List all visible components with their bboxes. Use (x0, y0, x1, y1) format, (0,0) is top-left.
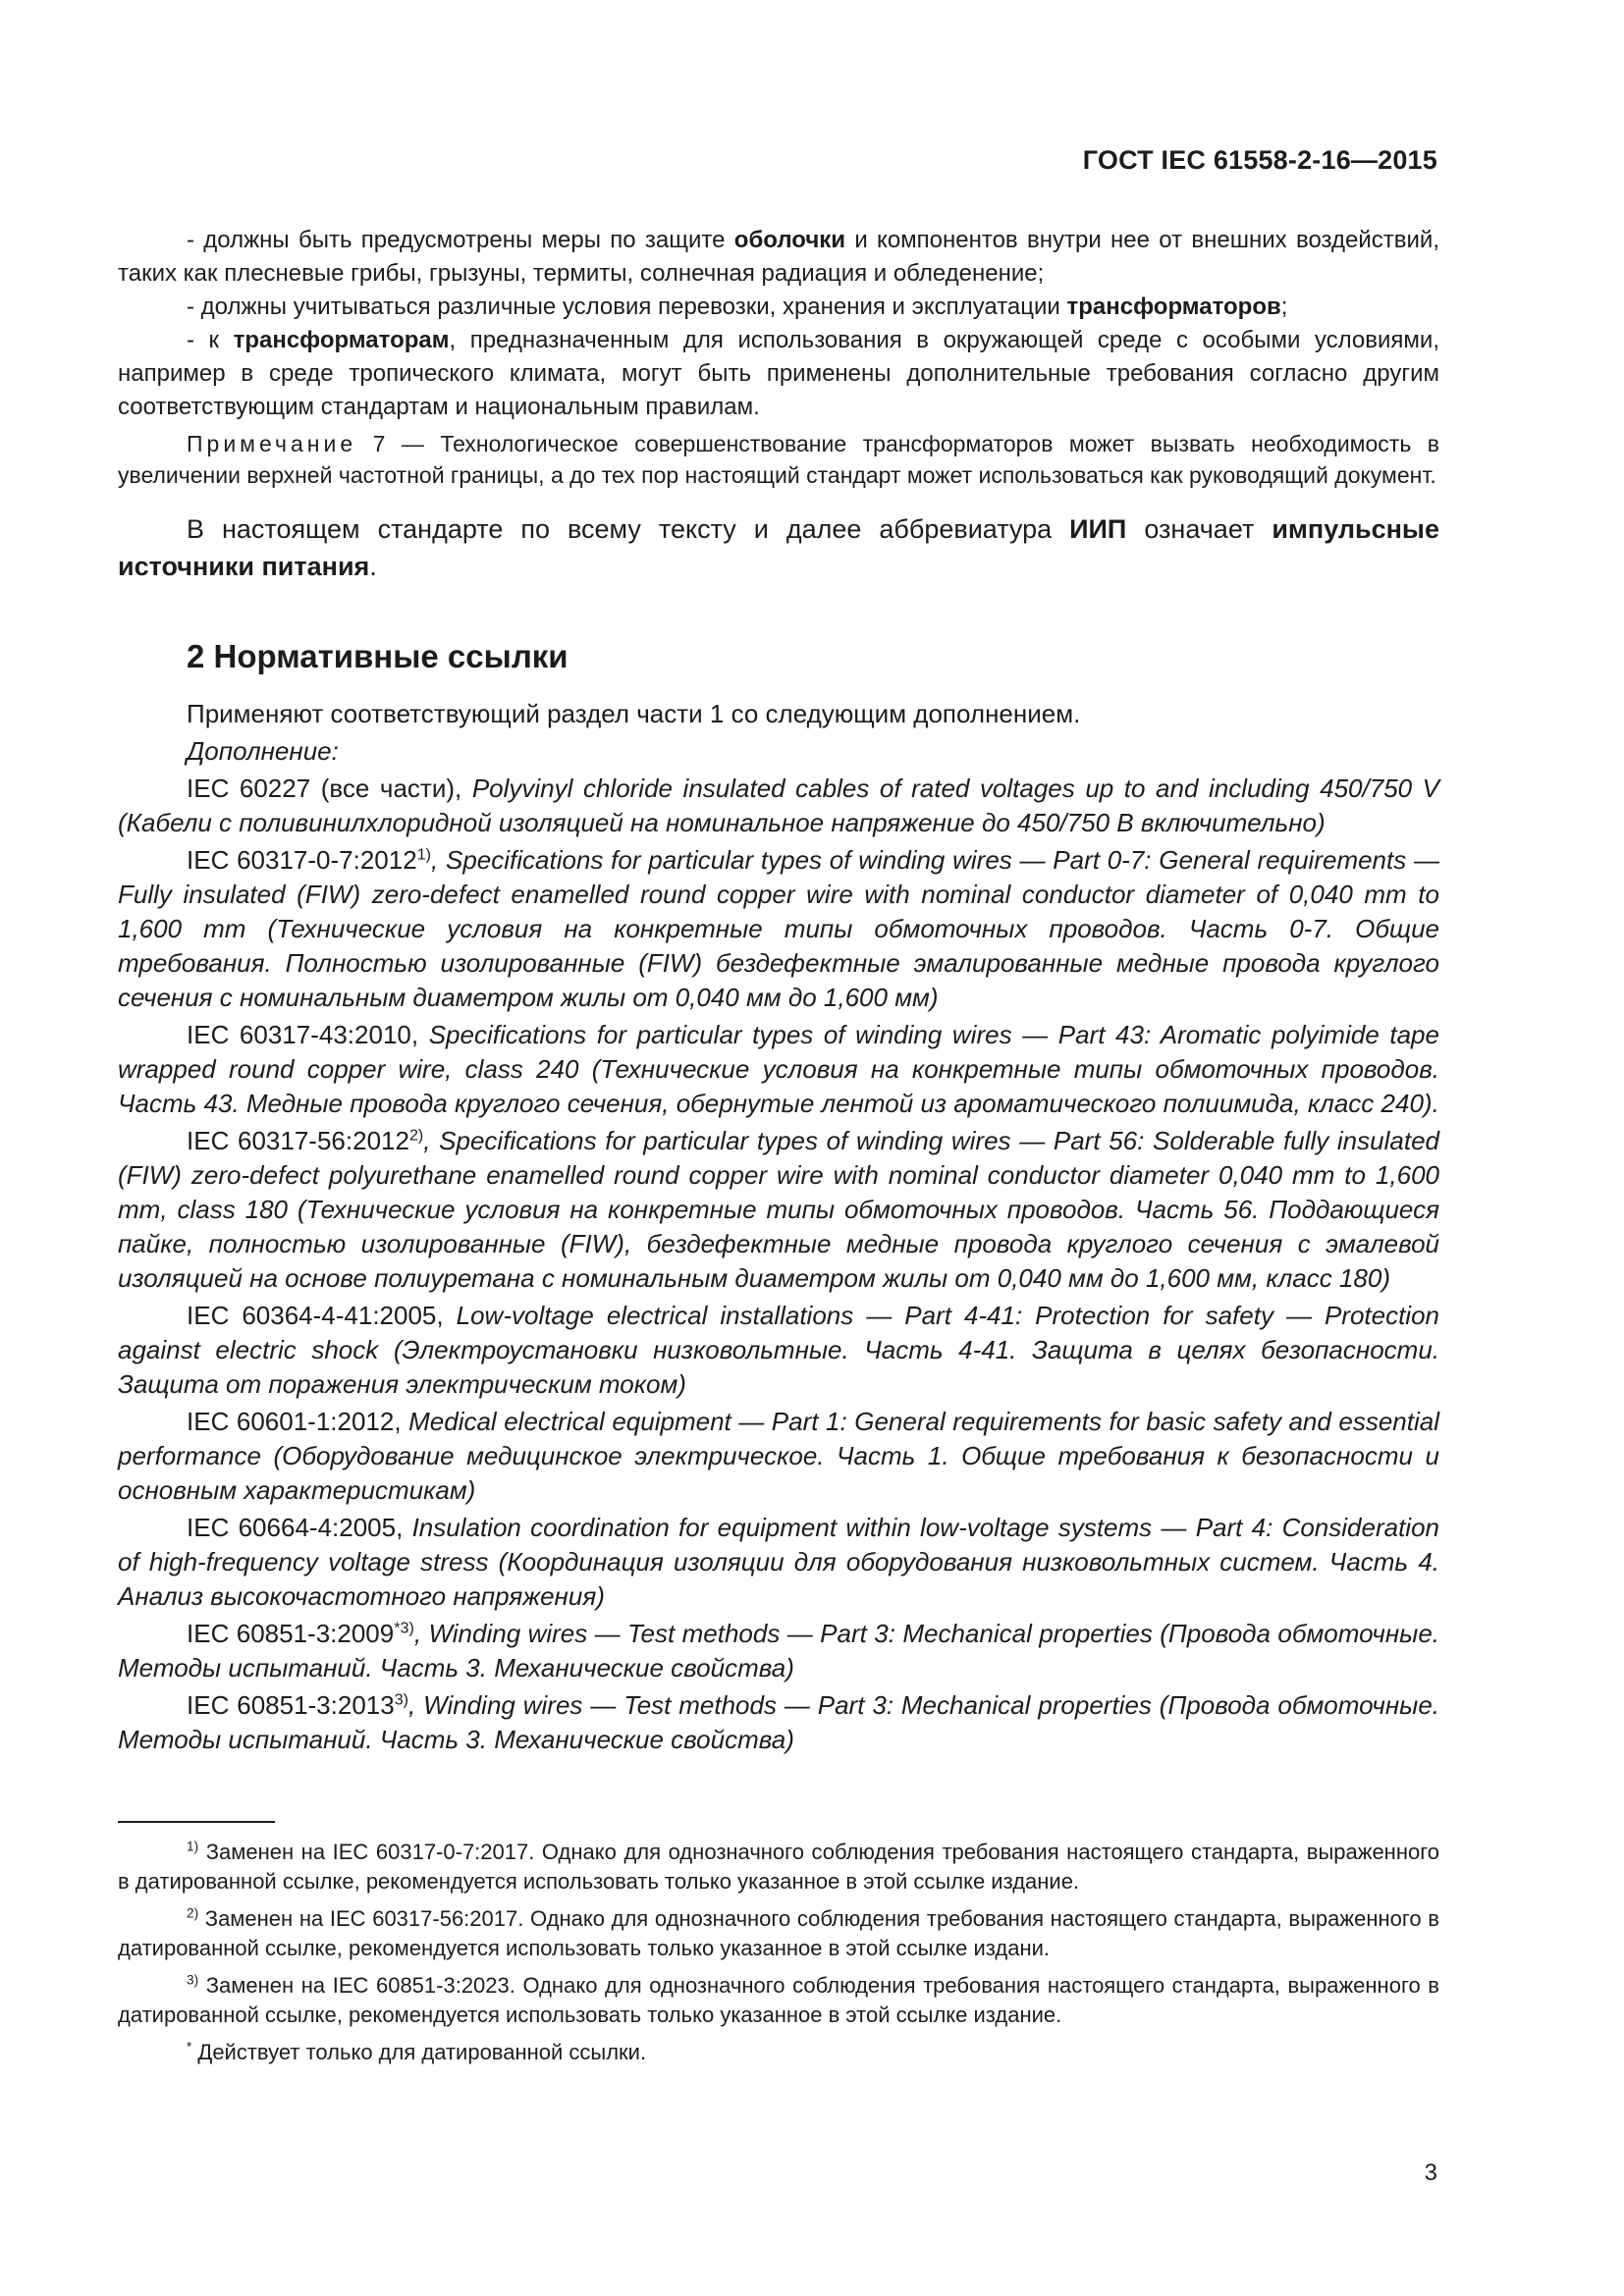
reference-item: IEC 60317-56:2012$^{2)}$, Specifications for particular types of winding wires — Part 56: Solderable fully insulated (FIW) zero-defect polyurethane enamelled round copper wire with nominal conductor diameter 0,040 mm to 1,600 mm, class 180 (Технические условия на конкретные типы обмоточных проводов. Часть 56. Поддающиеся пайке, полностью изолированные (FIW), бездефектные медные провода круглого сечения с эмалевой изоляцией на основе полиуретана с номинальным диаметром жилы от 0,040 мм до 1,600 мм, класс 180) (118, 1126, 1439, 1293)
document-id-header: ГОСТ IEC 61558-2-16—2015 (1082, 145, 1437, 175)
section-title: 2 Нормативные ссылки (187, 638, 568, 674)
footnote-mark: 2) (187, 1905, 199, 1921)
reference-item: IEC 60664-4:2005, Insulation coordination for equipment within low-voltage systems — Part 4: Consideration of high-frequency voltage stress (Координация изоляции для оборудования низковольтных систем. Часть 4. Анализ высокочастотного напряжения) (118, 1513, 1440, 1611)
reference-item: IEC 60227 (все части), Polyvinyl chloride insulated cables of rated voltages up to and including 450/750 V (Кабели с поливинилхлоридной изоляцией на номинальное напряжение до 450/750 В включительно) (118, 774, 1440, 837)
footnotes (118, 1838, 1439, 2067)
note-text: 7 — Технологическое совершенствование трансформаторов может вызвать необходимость в увеличении верхней частотной границы, а до тех пор настоящий стандарт может использоваться как руководящий документ. (118, 431, 1439, 488)
reference-item: IEC 60851-3:2009$^{*3)}$, Winding wires — Test methods — Part 3: Mechanical properties (Провода обмоточные. Методы испытаний. Часть 3. Механические свойства) (118, 1619, 1439, 1682)
list-item: - к трансформаторам, предназначенным для использования в окружающей среде с особыми условиями, например в среде тропического климата, могут быть применены дополнительные требования согласно другим соответствующим стандартам и национальным правилам. (118, 327, 1439, 420)
footnote: * Действует только для датированной ссылки. (187, 2039, 647, 2064)
footnote-ref: 3) (394, 1690, 409, 1709)
addition-label: Дополнение: (187, 736, 339, 766)
list-item: - должны быть предусмотрены меры по защите оболочки и компонентов внутри нее от внешних воздействий, таких как плесневые грибы, грызуны, термиты, солнечная радиация и обледенение; (118, 227, 1439, 287)
note-paragraph (118, 428, 1439, 491)
footnote-mark: 3) (187, 1972, 199, 1988)
note-label: Примечание (187, 431, 357, 456)
intro-block (118, 224, 1439, 585)
reference-item: IEC 60317-43:2010, Specifications for particular types of winding wires — Part 43: Aromatic polyimide tape wrapped round copper wire, class 240 (Технические условия на конкретные типы обмоточных проводов. Часть 43. Медные провода круглого сечения, обернутые лентой из ароматического полиимида, класс 240). (118, 1020, 1439, 1118)
footnote: $^{1)}$ Заменен на IEC 60317-0-7:2017. Однако для однозначного соблюдения требования настоящего стандарта, выраженного в датированной ссылке, рекомендуется использовать только указанное в этой ссылке издание. (118, 1839, 1439, 1894)
reference-item: IEC 60317-0-7:2012$^{1)}$, Specifications for particular types of winding wires — Part 0-7: General requirements — Fully insulated (FIW) zero-defect enamelled round copper wire with nominal conductor diameter of 0,040 mm to 1,600 mm (Технические условия на конкретные типы обмоточных проводов. Часть 0-7. Общие требования. Полностью изолированные (FIW) бездефектные эмалированные медные провода круглого сечения с номинальным диаметром жилы от 0,040 мм до 1,600 мм) (118, 845, 1439, 1012)
section-lead: Применяют соответствующий раздел части 1 со следующим дополнением. (187, 699, 1081, 728)
reference-item: IEC 60601-1:2012, Medical electrical equipment — Part 1: General requirements for basic safety and essential performance (Оборудование медицинское электрическое. Часть 1. Общие требования к безопасности и основным характеристикам) (118, 1407, 1439, 1505)
reference-item: IEC 60364-4-41:2005, Low-voltage electrical installations — Part 4-41: Protection for safety — Protection against electric shock (Электроустановки низковольтные. Часть 4-41. Защита в целях безопасности. Защита от поражения электрическим током) (118, 1301, 1440, 1399)
footnote-divider (118, 1821, 275, 1823)
footnote-mark: 1) (187, 1839, 199, 1854)
list-item: - должны учитываться различные условия перевозки, хранения и эксплуатации трансформаторов; (187, 294, 1288, 320)
abbreviation-paragraph: В настоящем стандарте по всему тексту и далее аббревиатура ИИП означает импульсные источники питания. (118, 514, 1440, 581)
footnote: $^{2)}$ Заменен на IEC 60317-56:2017. Однако для однозначного соблюдения требования настоящего стандарта, выраженного в датированной ссылке, рекомендуется использовать только указанное в этой ссылке издани. (118, 1905, 1439, 1960)
footnote-ref: 1) (416, 845, 432, 864)
footnote-ref: *3) (394, 1619, 414, 1637)
footnote-ref: 2) (408, 1126, 424, 1145)
normative-references (118, 697, 1439, 1760)
reference-item: IEC 60851-3:2013$^{3)}$, Winding wires — Test methods — Part 3: Mechanical properties (Провода обмоточные. Методы испытаний. Часть 3. Механические свойства) (118, 1690, 1440, 1754)
footnote-mark: * (187, 2039, 192, 2055)
page-number: 3 (1424, 2160, 1437, 2186)
footnote: $^{3)}$ Заменен на IEC 60851-3:2023. Однако для однозначного соблюдения требования настоящего стандарта, выраженного в датированной ссылке, рекомендуется использовать только указанное в этой ссылке издание. (118, 1972, 1439, 2027)
